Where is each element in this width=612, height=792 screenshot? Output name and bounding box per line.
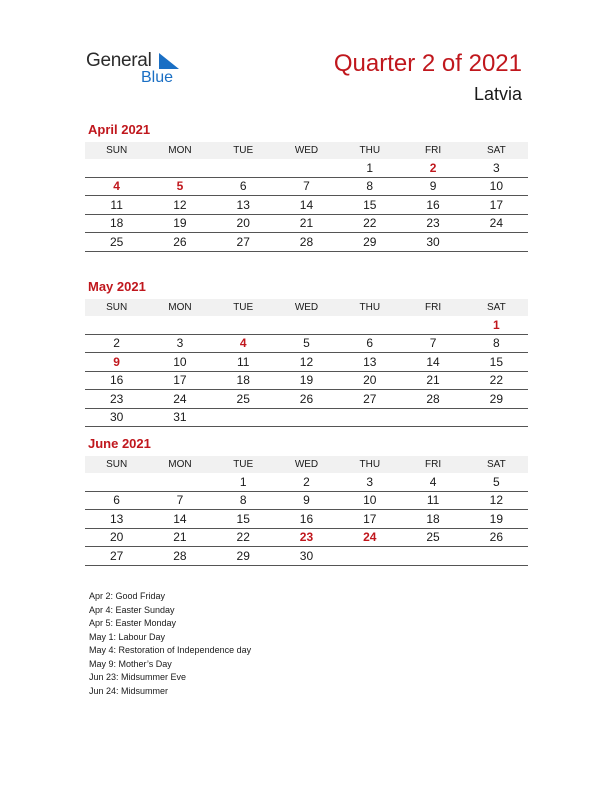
weekday-header: WED — [275, 456, 338, 473]
day-cell: 9 — [401, 177, 464, 196]
weekday-header: SUN — [85, 456, 148, 473]
holiday-item: Jun 24: Midsummer — [89, 685, 169, 696]
week-row — [85, 159, 528, 177]
day-cell: 7 — [275, 177, 338, 196]
day-cell: 19 — [465, 510, 528, 529]
week-row — [85, 491, 528, 510]
weekday-header: THU — [338, 142, 401, 159]
day-cell: 3 — [148, 334, 211, 353]
day-cell: 7 — [148, 491, 211, 510]
day-cell: 11 — [401, 491, 464, 510]
day-cell: 30 — [275, 547, 338, 566]
day-cell: 1 — [465, 316, 528, 334]
day-cell: 14 — [275, 196, 338, 215]
empty-day-cell — [148, 159, 211, 177]
day-cell: 5 — [148, 177, 211, 196]
holiday-item: Apr 5: Easter Monday — [89, 618, 177, 628]
day-cell: 12 — [465, 491, 528, 510]
empty-day-cell — [85, 316, 148, 334]
day-cell: 30 — [85, 408, 148, 427]
day-cell: 25 — [85, 233, 148, 252]
day-cell: 26 — [465, 528, 528, 547]
day-cell: 26 — [148, 233, 211, 252]
month-title: June 2021 — [88, 436, 151, 451]
day-cell: 15 — [212, 510, 275, 529]
day-cell: 11 — [212, 353, 275, 372]
day-cell: 19 — [148, 214, 211, 233]
day-cell: 8 — [212, 491, 275, 510]
day-cell: 31 — [148, 408, 211, 427]
day-cell: 26 — [275, 390, 338, 409]
logo-text-blue: Blue — [141, 69, 174, 86]
day-cell: 2 — [275, 473, 338, 491]
weekday-header: SAT — [465, 456, 528, 473]
empty-day-cell — [212, 408, 275, 427]
holiday-item: Apr 4: Easter Sunday — [89, 604, 175, 615]
day-cell: 3 — [338, 473, 401, 491]
day-cell: 2 — [401, 159, 464, 177]
weekday-header: FRI — [401, 456, 464, 473]
weekday-header-row — [85, 456, 528, 473]
day-cell: 27 — [212, 233, 275, 252]
day-cell: 18 — [85, 214, 148, 233]
day-cell: 5 — [465, 473, 528, 491]
logo-text-general: General — [86, 50, 152, 71]
day-cell: 22 — [338, 214, 401, 233]
day-cell: 8 — [465, 334, 528, 353]
day-cell: 28 — [275, 233, 338, 252]
empty-day-cell — [148, 316, 211, 334]
week-row — [85, 316, 528, 334]
month-may — [85, 279, 528, 427]
day-cell: 22 — [212, 528, 275, 547]
week-row — [85, 547, 528, 566]
day-cell: 1 — [338, 159, 401, 177]
week-row — [85, 177, 528, 196]
day-cell: 24 — [148, 390, 211, 409]
day-cell: 14 — [148, 510, 211, 529]
day-cell: 29 — [465, 390, 528, 409]
day-cell: 1 — [212, 473, 275, 491]
week-row — [85, 390, 528, 409]
empty-day-cell — [212, 159, 275, 177]
month-calendar — [85, 142, 528, 252]
month-title: April 2021 — [88, 122, 151, 137]
empty-day-cell — [275, 316, 338, 334]
empty-day-cell — [338, 316, 401, 334]
empty-day-cell — [212, 316, 275, 334]
day-cell: 8 — [338, 177, 401, 196]
day-cell: 13 — [212, 196, 275, 215]
empty-day-cell — [465, 408, 528, 427]
month-title: May 2021 — [88, 279, 146, 294]
weekday-header: FRI — [401, 299, 464, 316]
country-name: Latvia — [473, 84, 522, 104]
empty-day-cell — [465, 233, 528, 252]
empty-day-cell — [338, 547, 401, 566]
day-cell: 6 — [212, 177, 275, 196]
day-cell: 9 — [85, 353, 148, 372]
weekday-header: SAT — [465, 299, 528, 316]
day-cell: 16 — [85, 371, 148, 390]
day-cell: 19 — [275, 371, 338, 390]
empty-day-cell — [85, 159, 148, 177]
day-cell: 18 — [212, 371, 275, 390]
empty-day-cell — [275, 159, 338, 177]
weekday-header: FRI — [401, 142, 464, 159]
month-april — [85, 122, 528, 252]
day-cell: 10 — [338, 491, 401, 510]
day-cell: 29 — [212, 547, 275, 566]
week-row — [85, 371, 528, 390]
weekday-header: WED — [275, 142, 338, 159]
day-cell: 10 — [148, 353, 211, 372]
week-row — [85, 528, 528, 547]
week-row — [85, 408, 528, 427]
day-cell: 21 — [275, 214, 338, 233]
weekday-header: THU — [338, 299, 401, 316]
weekday-header: SUN — [85, 299, 148, 316]
weekday-header-row — [85, 142, 528, 159]
day-cell: 12 — [275, 353, 338, 372]
quarter-title: Quarter 2 of 2021 — [333, 50, 522, 77]
empty-day-cell — [401, 316, 464, 334]
weekday-header: MON — [148, 299, 211, 316]
week-row — [85, 334, 528, 353]
holiday-item: Apr 2: Good Friday — [89, 591, 166, 601]
day-cell: 21 — [148, 528, 211, 547]
day-cell: 7 — [401, 334, 464, 353]
day-cell: 29 — [338, 233, 401, 252]
day-cell: 10 — [465, 177, 528, 196]
weekday-header: SAT — [465, 142, 528, 159]
day-cell: 18 — [401, 510, 464, 529]
day-cell: 4 — [401, 473, 464, 491]
day-cell: 24 — [465, 214, 528, 233]
day-cell: 30 — [401, 233, 464, 252]
holiday-item: Jun 23: Midsummer Eve — [89, 672, 187, 682]
weekday-header: MON — [148, 456, 211, 473]
empty-day-cell — [275, 408, 338, 427]
week-row — [85, 473, 528, 491]
day-cell: 17 — [148, 371, 211, 390]
empty-day-cell — [465, 547, 528, 566]
weekday-header: TUE — [212, 142, 275, 159]
day-cell: 17 — [465, 196, 528, 215]
week-row — [85, 233, 528, 252]
day-cell: 28 — [401, 390, 464, 409]
weekday-header: SUN — [85, 142, 148, 159]
day-cell: 28 — [148, 547, 211, 566]
weekday-header: TUE — [212, 299, 275, 316]
generalblue-logo — [86, 50, 196, 90]
week-row — [85, 353, 528, 372]
holiday-item: May 9: Mother’s Day — [89, 658, 172, 669]
day-cell: 14 — [401, 353, 464, 372]
day-cell: 16 — [401, 196, 464, 215]
day-cell: 11 — [85, 196, 148, 215]
day-cell: 20 — [212, 214, 275, 233]
day-cell: 12 — [148, 196, 211, 215]
day-cell: 23 — [275, 528, 338, 547]
empty-day-cell — [338, 408, 401, 427]
holiday-list — [89, 590, 251, 698]
day-cell: 9 — [275, 491, 338, 510]
logo-triangle-icon — [159, 53, 179, 69]
day-cell: 6 — [338, 334, 401, 353]
day-cell: 25 — [401, 528, 464, 547]
week-row — [85, 510, 528, 529]
holiday-item: May 4: Restoration of Independence day — [89, 645, 252, 655]
holiday-item: May 1: Labour Day — [89, 631, 166, 642]
day-cell: 6 — [85, 491, 148, 510]
day-cell: 20 — [338, 371, 401, 390]
empty-day-cell — [401, 547, 464, 566]
empty-day-cell — [85, 473, 148, 491]
weekday-header: TUE — [212, 456, 275, 473]
day-cell: 16 — [275, 510, 338, 529]
empty-day-cell — [148, 473, 211, 491]
day-cell: 3 — [465, 159, 528, 177]
day-cell: 17 — [338, 510, 401, 529]
day-cell: 22 — [465, 371, 528, 390]
month-calendar — [85, 456, 528, 566]
week-row — [85, 196, 528, 215]
day-cell: 27 — [338, 390, 401, 409]
day-cell: 15 — [465, 353, 528, 372]
week-row — [85, 214, 528, 233]
day-cell: 15 — [338, 196, 401, 215]
day-cell: 4 — [212, 334, 275, 353]
weekday-header: WED — [275, 299, 338, 316]
weekday-header: MON — [148, 142, 211, 159]
day-cell: 13 — [85, 510, 148, 529]
day-cell: 2 — [85, 334, 148, 353]
month-june — [85, 436, 528, 566]
day-cell: 4 — [85, 177, 148, 196]
empty-day-cell — [401, 408, 464, 427]
day-cell: 21 — [401, 371, 464, 390]
day-cell: 13 — [338, 353, 401, 372]
day-cell: 25 — [212, 390, 275, 409]
day-cell: 5 — [275, 334, 338, 353]
day-cell: 20 — [85, 528, 148, 547]
weekday-header-row — [85, 299, 528, 316]
day-cell: 23 — [401, 214, 464, 233]
weekday-header: THU — [338, 456, 401, 473]
month-calendar — [85, 299, 528, 427]
day-cell: 24 — [338, 528, 401, 547]
day-cell: 27 — [85, 547, 148, 566]
day-cell: 23 — [85, 390, 148, 409]
